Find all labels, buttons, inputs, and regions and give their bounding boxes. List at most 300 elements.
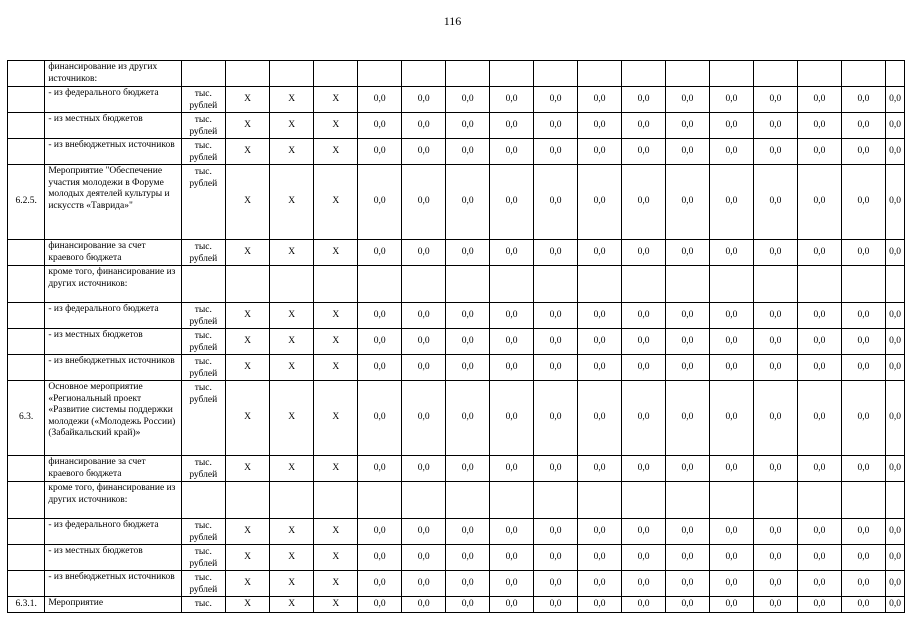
table-cell: X: [270, 165, 314, 240]
table-cell: X: [225, 545, 269, 571]
table-cell: 0,0: [886, 139, 905, 165]
table-cell: 0,0: [489, 519, 533, 545]
table-cell: 0,0: [534, 139, 578, 165]
table-body: [8, 61, 905, 613]
table-cell: [577, 266, 621, 303]
table-cell: X: [225, 139, 269, 165]
table-cell: 0,0: [577, 597, 621, 613]
table-cell: 0,0: [489, 456, 533, 482]
table-cell: 0,0: [753, 571, 797, 597]
table-cell: 0,0: [622, 519, 666, 545]
table-cell: [622, 482, 666, 519]
row-name: кроме того, финансирование из других источников:: [45, 266, 181, 303]
table-row: [8, 303, 905, 329]
table-row: [8, 456, 905, 482]
row-name: финансирование за счет краевого бюджета: [45, 240, 181, 266]
table-cell: 0,0: [710, 545, 754, 571]
table-cell: 0,0: [753, 519, 797, 545]
table-row: [8, 240, 905, 266]
table-cell: 0,0: [358, 303, 402, 329]
table-cell: 0,0: [622, 329, 666, 355]
table-cell: 0,0: [798, 571, 842, 597]
row-code: [8, 329, 45, 355]
table-row: [8, 113, 905, 139]
table-cell: 0,0: [841, 355, 886, 381]
table-cell: X: [225, 87, 269, 113]
table-cell: [270, 266, 314, 303]
table-cell: 0,0: [446, 456, 490, 482]
table-cell: X: [270, 87, 314, 113]
table-cell: [841, 482, 886, 519]
table-cell: X: [314, 240, 358, 266]
table-cell: 0,0: [622, 571, 666, 597]
table-cell: [401, 482, 445, 519]
table-cell: 0,0: [446, 355, 490, 381]
table-cell: 0,0: [753, 329, 797, 355]
row-unit: тыс. рублей: [181, 381, 225, 456]
row-code: [8, 355, 45, 381]
table-cell: X: [270, 571, 314, 597]
table-cell: 0,0: [446, 240, 490, 266]
table-cell: 0,0: [886, 329, 905, 355]
table-cell: 0,0: [798, 355, 842, 381]
table-cell: [665, 482, 709, 519]
table-cell: [665, 266, 709, 303]
table-cell: X: [314, 545, 358, 571]
table-cell: [665, 61, 709, 87]
table-cell: 0,0: [446, 139, 490, 165]
budget-table: [7, 60, 905, 613]
table-cell: 0,0: [358, 87, 402, 113]
table-cell: 0,0: [841, 113, 886, 139]
table-cell: 0,0: [886, 303, 905, 329]
table-cell: [489, 61, 533, 87]
table-cell: 0,0: [798, 165, 842, 240]
table-cell: 0,0: [886, 165, 905, 240]
table-cell: 0,0: [798, 113, 842, 139]
row-unit: [181, 61, 225, 87]
table-row: [8, 381, 905, 456]
table-cell: [358, 266, 402, 303]
table-cell: X: [225, 240, 269, 266]
table-cell: 0,0: [886, 240, 905, 266]
table-cell: 0,0: [798, 381, 842, 456]
table-cell: [401, 266, 445, 303]
table-cell: 0,0: [446, 303, 490, 329]
row-name: - из местных бюджетов: [45, 329, 181, 355]
table-cell: 0,0: [534, 456, 578, 482]
row-unit: тыс. рублей: [181, 329, 225, 355]
table-cell: 0,0: [577, 303, 621, 329]
table-cell: 0,0: [798, 545, 842, 571]
table-cell: 0,0: [534, 329, 578, 355]
row-code: [8, 113, 45, 139]
table-cell: [710, 266, 754, 303]
table-cell: 0,0: [886, 597, 905, 613]
row-code: [8, 456, 45, 482]
table-cell: 0,0: [446, 87, 490, 113]
table-cell: [446, 266, 490, 303]
table-cell: 0,0: [577, 355, 621, 381]
table-cell: 0,0: [886, 545, 905, 571]
table-cell: X: [270, 329, 314, 355]
table-cell: X: [270, 597, 314, 613]
table-cell: 0,0: [534, 303, 578, 329]
table-cell: 0,0: [798, 139, 842, 165]
row-unit: [181, 482, 225, 519]
table-cell: 0,0: [446, 113, 490, 139]
table-cell: [841, 266, 886, 303]
row-unit: тыс. рублей: [181, 355, 225, 381]
table-cell: 0,0: [665, 165, 709, 240]
table-cell: [225, 266, 269, 303]
table-cell: [886, 482, 905, 519]
table-cell: [841, 61, 886, 87]
row-code: [8, 266, 45, 303]
row-name: - из внебюджетных источников: [45, 139, 181, 165]
table-cell: 0,0: [622, 87, 666, 113]
table-cell: [534, 482, 578, 519]
table-cell: [534, 61, 578, 87]
table-cell: 0,0: [577, 571, 621, 597]
table-cell: 0,0: [841, 381, 886, 456]
table-cell: 0,0: [886, 355, 905, 381]
table-cell: X: [314, 329, 358, 355]
table-cell: 0,0: [798, 303, 842, 329]
row-code: [8, 87, 45, 113]
row-unit: тыс. рублей: [181, 165, 225, 240]
table-cell: 0,0: [841, 139, 886, 165]
table-cell: 0,0: [753, 597, 797, 613]
row-name: финансирование из других источников:: [45, 61, 181, 87]
table-cell: [401, 61, 445, 87]
row-code: 6.3.1.: [8, 597, 45, 613]
table-cell: 0,0: [358, 355, 402, 381]
table-cell: 0,0: [534, 597, 578, 613]
table-cell: 0,0: [401, 329, 445, 355]
table-cell: 0,0: [710, 329, 754, 355]
table-cell: [886, 61, 905, 87]
table-cell: [446, 482, 490, 519]
row-name: - из внебюджетных источников: [45, 571, 181, 597]
table-cell: [446, 61, 490, 87]
table-cell: 0,0: [841, 329, 886, 355]
table-cell: 0,0: [446, 519, 490, 545]
row-unit: тыс. рублей: [181, 303, 225, 329]
table-cell: 0,0: [489, 381, 533, 456]
table-cell: X: [270, 545, 314, 571]
table-cell: 0,0: [577, 240, 621, 266]
table-cell: 0,0: [841, 303, 886, 329]
row-name: - из местных бюджетов: [45, 545, 181, 571]
table-cell: [798, 482, 842, 519]
table-cell: 0,0: [665, 456, 709, 482]
table-cell: 0,0: [622, 597, 666, 613]
table-cell: [753, 482, 797, 519]
table-cell: X: [225, 355, 269, 381]
table-cell: X: [270, 355, 314, 381]
table-cell: 0,0: [577, 165, 621, 240]
table-cell: [622, 266, 666, 303]
table-cell: 0,0: [358, 165, 402, 240]
table-cell: 0,0: [665, 571, 709, 597]
row-code: [8, 61, 45, 87]
table-cell: X: [225, 519, 269, 545]
table-cell: 0,0: [665, 113, 709, 139]
table-cell: 0,0: [710, 381, 754, 456]
table-cell: X: [314, 139, 358, 165]
table-cell: 0,0: [489, 571, 533, 597]
table-cell: [358, 61, 402, 87]
table-cell: 0,0: [665, 355, 709, 381]
table-cell: 0,0: [622, 240, 666, 266]
table-cell: 0,0: [622, 139, 666, 165]
table-cell: 0,0: [401, 240, 445, 266]
table-cell: 0,0: [401, 597, 445, 613]
table-cell: 0,0: [446, 329, 490, 355]
table-cell: X: [314, 519, 358, 545]
table-cell: 0,0: [841, 597, 886, 613]
table-cell: 0,0: [401, 381, 445, 456]
table-cell: X: [270, 139, 314, 165]
table-cell: 0,0: [358, 519, 402, 545]
table-cell: [710, 61, 754, 87]
table-cell: 0,0: [577, 139, 621, 165]
table-row: [8, 482, 905, 519]
table-cell: X: [225, 113, 269, 139]
table-cell: 0,0: [886, 519, 905, 545]
table-cell: 0,0: [534, 113, 578, 139]
table-cell: 0,0: [489, 113, 533, 139]
table-cell: [710, 482, 754, 519]
table-row: [8, 266, 905, 303]
table-cell: X: [270, 303, 314, 329]
row-unit: [181, 266, 225, 303]
table-cell: [489, 266, 533, 303]
table-cell: [753, 266, 797, 303]
table-cell: 0,0: [710, 456, 754, 482]
table-cell: 0,0: [798, 240, 842, 266]
page-number: 116: [443, 14, 462, 28]
table-cell: [314, 61, 358, 87]
table-cell: 0,0: [401, 165, 445, 240]
table-cell: [225, 482, 269, 519]
row-name: Основное мероприятие «Региональный проект «Развитие системы поддержки молодежи («Молодежь России) (Забайкальский край)»: [45, 381, 181, 456]
table-cell: 0,0: [710, 87, 754, 113]
table-cell: 0,0: [401, 87, 445, 113]
table-cell: 0,0: [622, 355, 666, 381]
row-unit: тыс. рублей: [181, 139, 225, 165]
table-cell: 0,0: [489, 165, 533, 240]
table-cell: 0,0: [886, 87, 905, 113]
table-cell: 0,0: [446, 381, 490, 456]
table-cell: 0,0: [665, 519, 709, 545]
table-cell: 0,0: [798, 87, 842, 113]
table-cell: X: [225, 165, 269, 240]
table-row: [8, 87, 905, 113]
table-row: [8, 355, 905, 381]
table-cell: 0,0: [841, 240, 886, 266]
table-cell: 0,0: [710, 165, 754, 240]
table-row: [8, 329, 905, 355]
table-cell: 0,0: [753, 303, 797, 329]
table-row: [8, 545, 905, 571]
table-cell: 0,0: [841, 165, 886, 240]
table-cell: 0,0: [710, 113, 754, 139]
table-cell: 0,0: [622, 303, 666, 329]
table-cell: 0,0: [753, 456, 797, 482]
table-cell: 0,0: [534, 381, 578, 456]
table-cell: 0,0: [446, 545, 490, 571]
table-cell: 0,0: [577, 113, 621, 139]
table-cell: 0,0: [577, 519, 621, 545]
table-cell: 0,0: [577, 456, 621, 482]
table-cell: [753, 61, 797, 87]
table-cell: 0,0: [710, 571, 754, 597]
table-cell: 0,0: [577, 87, 621, 113]
table-row: [8, 61, 905, 87]
table-cell: 0,0: [401, 545, 445, 571]
table-cell: 0,0: [534, 165, 578, 240]
table-cell: 0,0: [841, 571, 886, 597]
row-name: - из федерального бюджета: [45, 303, 181, 329]
table-cell: X: [314, 165, 358, 240]
table-cell: X: [314, 355, 358, 381]
table-cell: 0,0: [534, 571, 578, 597]
table-cell: 0,0: [577, 545, 621, 571]
row-code: [8, 545, 45, 571]
table-row: [8, 165, 905, 240]
table-cell: 0,0: [534, 87, 578, 113]
table-cell: 0,0: [665, 545, 709, 571]
row-code: [8, 482, 45, 519]
table-cell: 0,0: [358, 545, 402, 571]
table-cell: 0,0: [446, 597, 490, 613]
table-cell: 0,0: [446, 165, 490, 240]
table-cell: X: [225, 303, 269, 329]
table-cell: X: [314, 381, 358, 456]
table-cell: 0,0: [710, 597, 754, 613]
table-cell: X: [314, 456, 358, 482]
table-cell: 0,0: [753, 545, 797, 571]
table-cell: 0,0: [489, 355, 533, 381]
table-cell: 0,0: [841, 87, 886, 113]
table-cell: 0,0: [665, 87, 709, 113]
table-cell: [577, 482, 621, 519]
table-cell: [798, 61, 842, 87]
row-unit: тыс.: [181, 597, 225, 613]
table-cell: X: [314, 597, 358, 613]
table-row: [8, 571, 905, 597]
table-cell: 0,0: [841, 519, 886, 545]
table-cell: [622, 61, 666, 87]
table-cell: X: [225, 381, 269, 456]
table-cell: X: [225, 456, 269, 482]
table-cell: 0,0: [358, 456, 402, 482]
table-cell: 0,0: [489, 545, 533, 571]
table-cell: 0,0: [622, 456, 666, 482]
table-cell: 0,0: [358, 571, 402, 597]
table-cell: 0,0: [798, 329, 842, 355]
table-cell: X: [270, 456, 314, 482]
table-cell: [270, 482, 314, 519]
table-cell: X: [225, 329, 269, 355]
table-cell: 0,0: [622, 545, 666, 571]
row-unit: тыс. рублей: [181, 456, 225, 482]
row-name: Мероприятие "Обеспечение участия молодежи в Форуме молодых деятелей культуры и искусств «Таврида»": [45, 165, 181, 240]
row-unit: тыс. рублей: [181, 113, 225, 139]
table-cell: 0,0: [358, 597, 402, 613]
table-cell: X: [225, 571, 269, 597]
table-cell: 0,0: [401, 456, 445, 482]
table-cell: 0,0: [710, 355, 754, 381]
table-cell: 0,0: [753, 87, 797, 113]
table-cell: 0,0: [534, 545, 578, 571]
table-cell: 0,0: [886, 571, 905, 597]
table-cell: 0,0: [401, 519, 445, 545]
table-cell: [225, 61, 269, 87]
row-unit: тыс. рублей: [181, 545, 225, 571]
table-cell: [314, 482, 358, 519]
table-cell: X: [270, 113, 314, 139]
table-cell: 0,0: [665, 381, 709, 456]
row-code: 6.2.5.: [8, 165, 45, 240]
table-cell: 0,0: [753, 139, 797, 165]
table-cell: X: [270, 240, 314, 266]
row-code: [8, 139, 45, 165]
table-cell: X: [270, 519, 314, 545]
table-cell: 0,0: [401, 571, 445, 597]
table-cell: 0,0: [489, 139, 533, 165]
table-cell: 0,0: [622, 165, 666, 240]
row-name: - из внебюджетных источников: [45, 355, 181, 381]
table-cell: [798, 266, 842, 303]
table-cell: 0,0: [665, 240, 709, 266]
table-cell: 0,0: [665, 139, 709, 165]
table-cell: [534, 266, 578, 303]
table-cell: 0,0: [798, 597, 842, 613]
row-name: финансирование за счет краевого бюджета: [45, 456, 181, 482]
table-cell: 0,0: [358, 113, 402, 139]
row-name: - из федерального бюджета: [45, 519, 181, 545]
table-cell: [489, 482, 533, 519]
table-cell: 0,0: [358, 240, 402, 266]
row-name: кроме того, финансирование из других источников:: [45, 482, 181, 519]
table-cell: X: [314, 113, 358, 139]
table-cell: 0,0: [446, 571, 490, 597]
table-cell: [577, 61, 621, 87]
table-cell: 0,0: [401, 303, 445, 329]
table-cell: 0,0: [489, 303, 533, 329]
table-cell: 0,0: [665, 329, 709, 355]
table-cell: 0,0: [665, 303, 709, 329]
table-cell: 0,0: [886, 456, 905, 482]
table-cell: 0,0: [710, 139, 754, 165]
table-cell: 0,0: [886, 381, 905, 456]
table-row: [8, 597, 905, 613]
table-cell: 0,0: [401, 355, 445, 381]
table-row: [8, 139, 905, 165]
table-row: [8, 519, 905, 545]
table-cell: 0,0: [753, 240, 797, 266]
table-cell: 0,0: [710, 240, 754, 266]
table-cell: 0,0: [358, 139, 402, 165]
table-cell: 0,0: [798, 519, 842, 545]
row-unit: тыс. рублей: [181, 519, 225, 545]
table-cell: 0,0: [798, 456, 842, 482]
row-code: [8, 240, 45, 266]
row-name: - из местных бюджетов: [45, 113, 181, 139]
